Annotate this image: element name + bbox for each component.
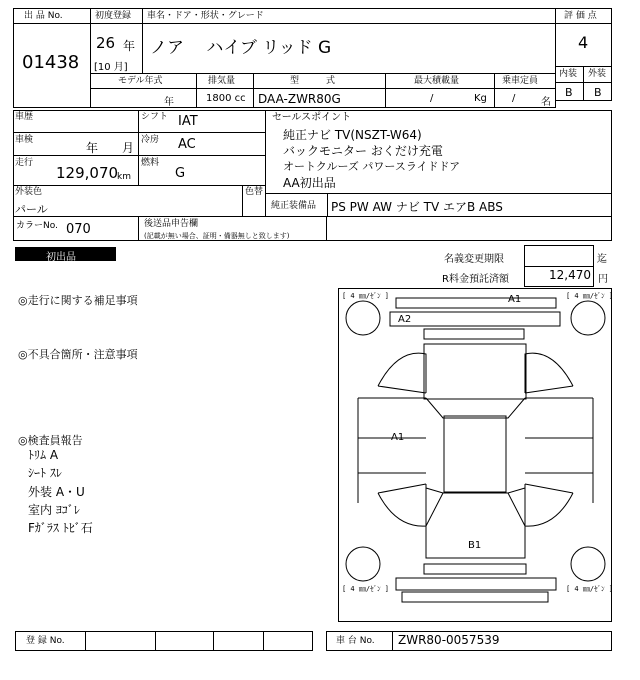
interior-grade: B [565, 86, 573, 99]
name-change-label: 名義変更期限 [444, 254, 504, 265]
damage-mark: B1 [468, 540, 482, 551]
ext-color-label: 外装色 [15, 187, 43, 197]
capacity-unit: 名 [541, 97, 551, 108]
hood [424, 344, 526, 399]
name-change-unit: 迄 [597, 254, 607, 265]
rating-label: 評 価 点 [564, 11, 597, 21]
first-reg-month: [10 月] [94, 62, 128, 73]
shift-label: シフト [141, 112, 169, 122]
recycle-label: R料金預託済額 [442, 274, 509, 285]
recycle-value: 12,470 [549, 268, 591, 282]
right-side-panel [525, 353, 593, 503]
ext-color-value: パール [15, 203, 48, 216]
inspector-line: ﾄﾘﾑ A [28, 448, 59, 462]
equipment-value: PS PW AW ナビ TV エアB ABS [331, 200, 503, 214]
tire-depth-rr: [ 4 ㎜/ｾﾞﾝ ] [566, 585, 614, 593]
inspection-year: 年 [86, 141, 99, 155]
defects-title: ◎不具合箇所・注意事項 [18, 348, 138, 361]
fuel-label: 燃料 [141, 158, 160, 168]
documents-label: 後送品申告欄 [144, 219, 199, 229]
supplement-title: ◎走行に関する補足事項 [18, 294, 138, 307]
exterior-label: 外装 [588, 69, 607, 79]
sales-line: 純正ナビ TV(NSZT-W64) [283, 128, 422, 142]
rating-value: 4 [578, 33, 589, 52]
tire-depth-rl: [ 4 ㎜/ｾﾞﾝ ] [342, 585, 390, 593]
ac-value: AC [178, 137, 196, 152]
left-side-panel [358, 353, 426, 503]
front-bumper-lower [390, 312, 560, 326]
tire-rear-left [346, 547, 380, 581]
equipment-extra-box [326, 216, 612, 241]
ext-color-box [13, 185, 266, 217]
tire-front-left [346, 301, 380, 335]
shift-value: IAT [178, 114, 198, 129]
equipment-label: 純正装備品 [271, 201, 317, 211]
sales-points-label: セールスポイント [272, 112, 352, 123]
damage-mark: A1 [391, 432, 405, 443]
roof [444, 416, 506, 492]
tire-depth-fr: [ 4 ㎜/ｾﾞﾝ ] [566, 292, 614, 300]
first-reg-year-unit: 年 [123, 39, 136, 53]
damage-mark: A2 [398, 314, 412, 325]
type-value: DAA-ZWR80G [258, 92, 341, 106]
model-year-label: モデル年式 [118, 76, 163, 86]
documents-note: (記載が無い場合、証明・備器無しと致します) [144, 232, 290, 240]
capacity-slash: / [512, 93, 516, 104]
max-load-unit: Kg [474, 93, 487, 104]
fuel-value: G [175, 166, 186, 181]
windshield [426, 398, 525, 418]
max-load-slash: / [430, 93, 434, 104]
tire-depth-fl: [ 4 ㎜/ｾﾞﾝ ] [342, 292, 390, 300]
recycle-unit: 円 [598, 274, 608, 285]
lot-no-label: 出 品 No. [24, 11, 63, 21]
first-reg-year: 26 [96, 34, 116, 52]
history-label: 車歴 [15, 112, 34, 122]
capacity-label: 乗車定員 [502, 76, 539, 86]
name-change-box [524, 245, 594, 267]
tire-rear-right [571, 547, 605, 581]
inspection-label: 車検 [15, 135, 34, 145]
mileage-label: 走行 [15, 158, 34, 168]
exterior-grade: B [594, 86, 602, 99]
lot-no-value: 01438 [22, 52, 80, 73]
inspector-line: 外装 A・U [28, 485, 85, 499]
rear-bumper [396, 578, 556, 590]
mileage-value: 129,070 [56, 164, 119, 182]
inspection-month: 月 [122, 141, 135, 155]
chassis-value: ZWR80-0057539 [398, 633, 500, 647]
sales-line: バックモニター おくだけ充電 [283, 144, 443, 158]
interior-label: 内装 [559, 69, 578, 79]
ac-label: 冷房 [141, 135, 160, 145]
chassis-label: 車 台 No. [336, 636, 375, 646]
sales-line: オートクルーズ パワースライドドア [283, 160, 461, 173]
model-year-unit: 年 [164, 97, 174, 108]
sales-line: AA初出品 [283, 176, 336, 190]
type-label: 型 式 [290, 76, 336, 86]
inspector-line: Fｶﾞﾗｽ ﾄﾋﾞ石 [28, 521, 93, 535]
car-diagram-drawing [338, 288, 612, 622]
color-change-label: 色替 [245, 187, 264, 197]
detail-box [13, 110, 266, 186]
mileage-unit: km [117, 172, 131, 182]
model-name-label: 車名・ドア・形状・グレード [147, 11, 264, 21]
inspector-title: ◎検査員報告 [18, 434, 83, 447]
model-name: ノア ハイブ リッド G [150, 38, 332, 58]
displacement-value: 1800 cc [206, 93, 246, 104]
displacement-label: 排気量 [208, 76, 236, 86]
first-reg-label: 初度登録 [95, 11, 132, 21]
inspector-line: 室内 ﾖｺﾞﾚ [28, 503, 80, 517]
color-no-label: カラーNo. [16, 221, 58, 231]
damage-mark: A1 [508, 294, 522, 305]
first-listing-text: 初出品 [46, 252, 76, 263]
registration-label: 登 録 No. [26, 636, 65, 646]
max-load-label: 最大積載量 [414, 76, 460, 86]
color-no-value: 070 [66, 222, 91, 237]
front-bumper [396, 298, 556, 308]
inspector-line: ｼｰﾄ ｽﾚ [28, 466, 62, 480]
tire-front-right [571, 301, 605, 335]
